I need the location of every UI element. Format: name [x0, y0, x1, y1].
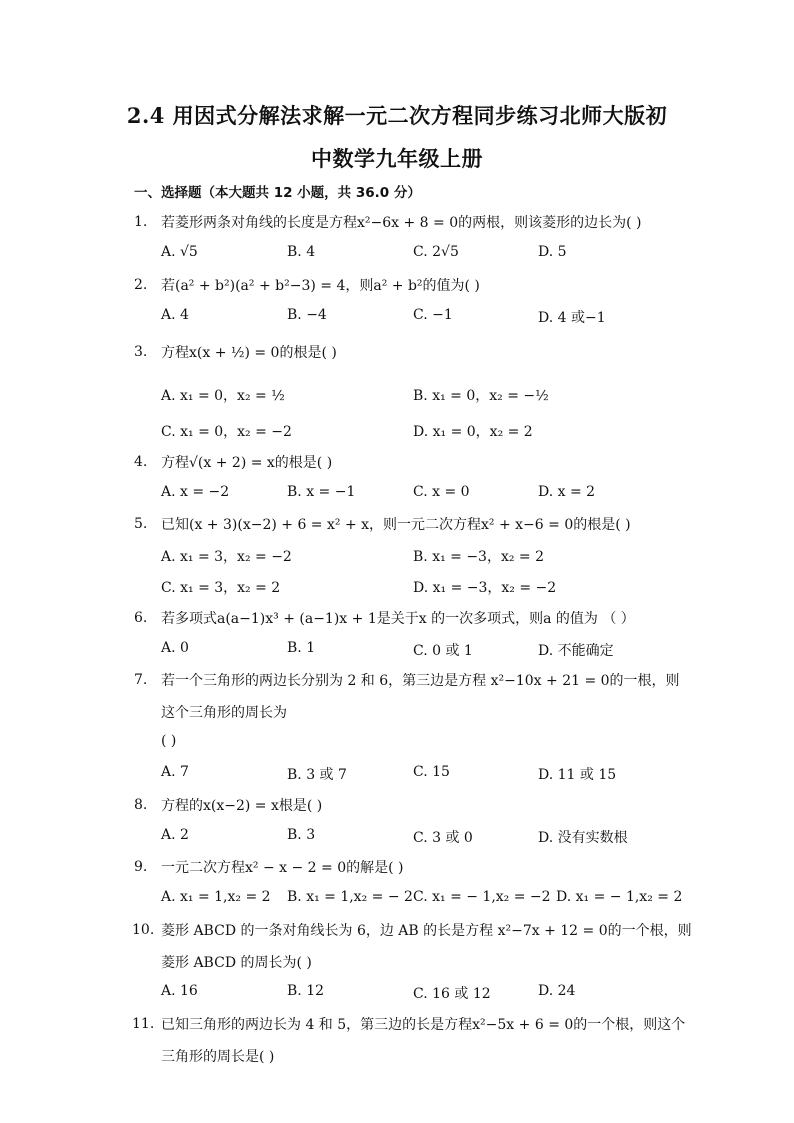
- option-b[interactable]: B. 12: [287, 983, 325, 999]
- option-a[interactable]: A. x₁ = 1,x₂ = 2: [161, 889, 271, 905]
- option-d[interactable]: D. 11 或 15: [538, 767, 617, 783]
- option-c[interactable]: C. 2√5: [413, 244, 459, 260]
- option-d[interactable]: D. x₁ = − 1,x₂ = 2: [556, 889, 683, 905]
- option-d[interactable]: D. 5: [538, 244, 567, 260]
- option-b[interactable]: B. −4: [287, 307, 327, 323]
- question-number: 8.: [134, 797, 148, 813]
- option-d[interactable]: D. x = 2: [538, 484, 596, 500]
- option-a[interactable]: A. 7: [161, 764, 189, 780]
- option-b[interactable]: B. x₁ = 0，x₂ = −½: [413, 388, 549, 404]
- question-text: 若一个三角形的两边长分别为 2 和 6，第三边是方程 x²−10x + 21 = 0的一根，则: [161, 673, 680, 689]
- option-a[interactable]: A. x₁ = 0，x₂ = ½: [161, 388, 285, 404]
- option-a[interactable]: A. x₁ = 3，x₂ = −2: [161, 549, 292, 565]
- document-title-line-1: 2.4 用因式分解法求解一元二次方程同步练习北师大版初: [126, 103, 668, 128]
- question-number: 6.: [134, 610, 148, 626]
- question-text-line-2: 这个三角形的周长为: [161, 705, 287, 721]
- option-c[interactable]: C. 3 或 0: [413, 830, 473, 846]
- option-b[interactable]: B. 3: [287, 827, 316, 843]
- option-a[interactable]: A. √5: [161, 244, 198, 260]
- question-text: 若多项式a(a−1)x³ + (a−1)x + 1是关于x 的一次多项式，则a 的值为 （ ）: [161, 611, 635, 627]
- document-title-line-2: 中数学九年级上册: [311, 146, 483, 171]
- question-text: 若菱形两条对角线的长度是方程x²−6x + 8 = 0的两根，则该菱形的边长为( ): [161, 215, 642, 231]
- question-text: 方程√(x + 2) = x的根是( ): [161, 455, 333, 471]
- option-b[interactable]: B. 1: [287, 640, 316, 656]
- question-text-line-2: 菱形 ABCD 的周长为( ): [161, 955, 312, 971]
- option-b[interactable]: B. x₁ = −3，x₂ = 2: [413, 549, 545, 565]
- question-text: 菱形 ABCD 的一条对角线长为 6，边 AB 的长是方程 x²−7x + 12 = 0的一个根，则: [161, 923, 692, 939]
- option-c[interactable]: C. x = 0: [413, 484, 470, 500]
- question-text: 已知三角形的两边长为 4 和 5，第三边的长是方程x²−5x + 6 = 0的一个根，则这个: [161, 1017, 686, 1033]
- question-number: 3.: [134, 344, 148, 360]
- option-b[interactable]: B. 4: [287, 244, 316, 260]
- question-text: 若(a² + b²)(a² + b²−3) = 4，则a² + b²的值为( ): [161, 278, 480, 294]
- question-number: 1.: [134, 214, 148, 230]
- option-c[interactable]: C. x₁ = 3，x₂ = 2: [161, 580, 281, 596]
- option-a[interactable]: A. 4: [161, 307, 189, 323]
- question-text: 一元二次方程x² − x − 2 = 0的解是( ): [161, 860, 404, 876]
- option-d[interactable]: D. x₁ = −3，x₂ = −2: [413, 580, 557, 596]
- option-d[interactable]: D. 没有实数根: [538, 830, 628, 846]
- question-number: 11.: [132, 1016, 155, 1032]
- question-answer-blank: ( ): [161, 733, 177, 749]
- option-d[interactable]: D. x₁ = 0，x₂ = 2: [413, 424, 533, 440]
- question-number: 4.: [134, 454, 148, 470]
- option-a[interactable]: A. 2: [161, 827, 189, 843]
- option-b[interactable]: B. x₁ = 1,x₂ = − 2: [287, 889, 413, 905]
- question-number: 7.: [134, 672, 148, 688]
- option-c[interactable]: C. x₁ = 0，x₂ = −2: [161, 424, 292, 440]
- question-text: 已知(x + 3)(x−2) + 6 = x² + x，则一元二次方程x² + x−6 = 0的根是( ): [161, 517, 631, 533]
- question-text: 方程的x(x−2) = x根是( ): [161, 798, 323, 814]
- question-text-line-2: 三角形的周长是( ): [161, 1049, 275, 1065]
- option-a[interactable]: A. x = −2: [161, 484, 230, 500]
- option-d[interactable]: D. 4 或−1: [538, 310, 606, 326]
- question-number: 5.: [134, 516, 148, 532]
- option-d[interactable]: D. 24: [538, 983, 576, 999]
- question-number: 2.: [134, 277, 148, 293]
- option-b[interactable]: B. 3 或 7: [287, 767, 347, 783]
- option-c[interactable]: C. −1: [413, 307, 453, 323]
- option-d[interactable]: D. 不能确定: [538, 643, 614, 659]
- option-c[interactable]: C. 0 或 1: [413, 643, 473, 659]
- option-c[interactable]: C. 16 或 12: [413, 986, 491, 1002]
- question-number: 9.: [134, 859, 148, 875]
- option-a[interactable]: A. 16: [161, 983, 198, 999]
- question-text: 方程x(x + ½) = 0的根是( ): [161, 345, 337, 361]
- option-c[interactable]: C. x₁ = − 1,x₂ = −2: [413, 889, 551, 905]
- option-b[interactable]: B. x = −1: [287, 484, 356, 500]
- option-a[interactable]: A. 0: [161, 640, 189, 656]
- question-number: 10.: [132, 922, 155, 938]
- section-heading: 一、选择题（本大题共 12 小题，共 36.0 分）: [134, 185, 421, 201]
- option-c[interactable]: C. 15: [413, 764, 450, 780]
